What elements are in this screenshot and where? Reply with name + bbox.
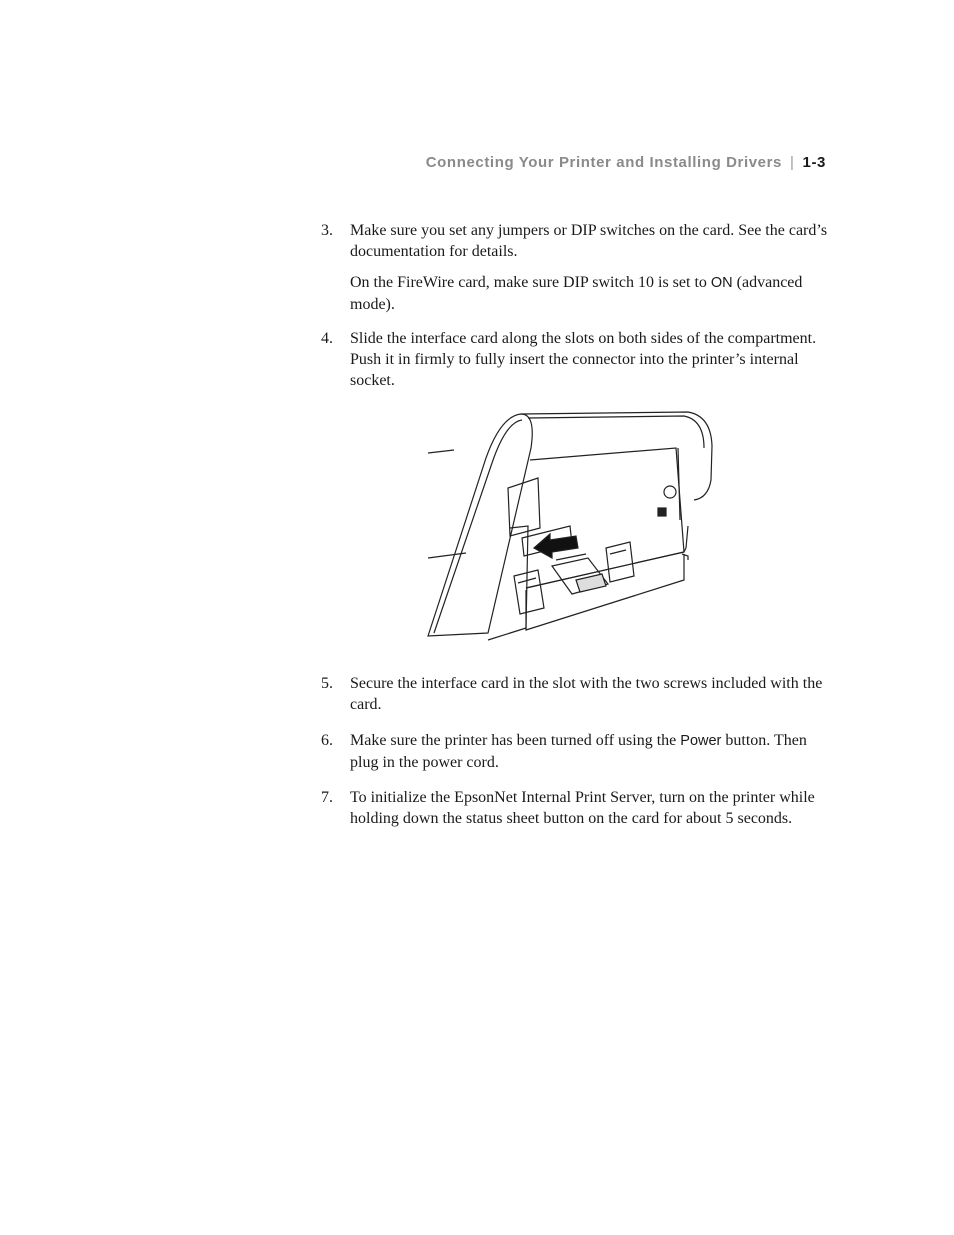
step-5	[321, 673, 831, 715]
step-number: 3.	[321, 222, 333, 239]
power-button-label: Power	[680, 733, 722, 749]
step-text: To initialize the EpsonNet Internal Print Server, turn on the printer while holding down the status sheet button on the card for about 5 seconds.	[350, 789, 815, 827]
step-6	[321, 730, 831, 773]
side-panel-edge	[434, 420, 522, 633]
right-bay	[606, 542, 634, 582]
base-block	[526, 554, 684, 630]
step-note	[350, 272, 831, 315]
card-connector	[576, 574, 606, 592]
step-text	[350, 730, 831, 773]
step-3	[321, 220, 831, 315]
side-line	[428, 450, 454, 453]
screw-hole	[664, 486, 676, 498]
header-separator: |	[790, 154, 795, 171]
page-number: 1-3	[802, 154, 826, 171]
step-number: 7.	[321, 789, 333, 806]
left-bay	[514, 570, 544, 614]
note-text: On the FireWire card, make sure DIP switch 10 is set to	[350, 274, 711, 291]
note-text-end: (advanced mode).	[350, 274, 803, 313]
running-header	[426, 154, 826, 171]
step-text-start: Make sure the printer has been turned off using the	[350, 732, 681, 749]
step-text-end: button. Then plug in the power cord.	[350, 732, 807, 771]
header-title: Connecting Your Printer and Installing Drivers	[425, 154, 783, 171]
step-number: 6.	[321, 732, 333, 749]
printer-rear-illustration	[426, 408, 716, 652]
printer-top	[521, 412, 712, 500]
foot	[682, 554, 688, 560]
step-4	[321, 328, 831, 391]
right-bay-line	[610, 550, 626, 554]
step-number: 4.	[321, 330, 333, 347]
step-text: Slide the interface card along the slots on both sides of the compartment. Push it in firmly to fully insert the connector into the printer’s internal socket.	[350, 330, 817, 389]
switch-setting: ON	[710, 275, 733, 291]
insert-arrow	[534, 534, 578, 558]
step-7	[321, 787, 831, 829]
power-socket	[658, 508, 666, 516]
top-edge	[528, 416, 704, 448]
printer-side-panel	[428, 414, 532, 636]
step-text: Make sure you set any jumpers or DIP switches on the card. See the card’s documentation for details.	[350, 222, 828, 260]
step-text: Secure the interface card in the slot with the two screws included with the card.	[350, 675, 823, 713]
step-number: 5.	[321, 675, 333, 692]
back-panel	[526, 448, 684, 588]
